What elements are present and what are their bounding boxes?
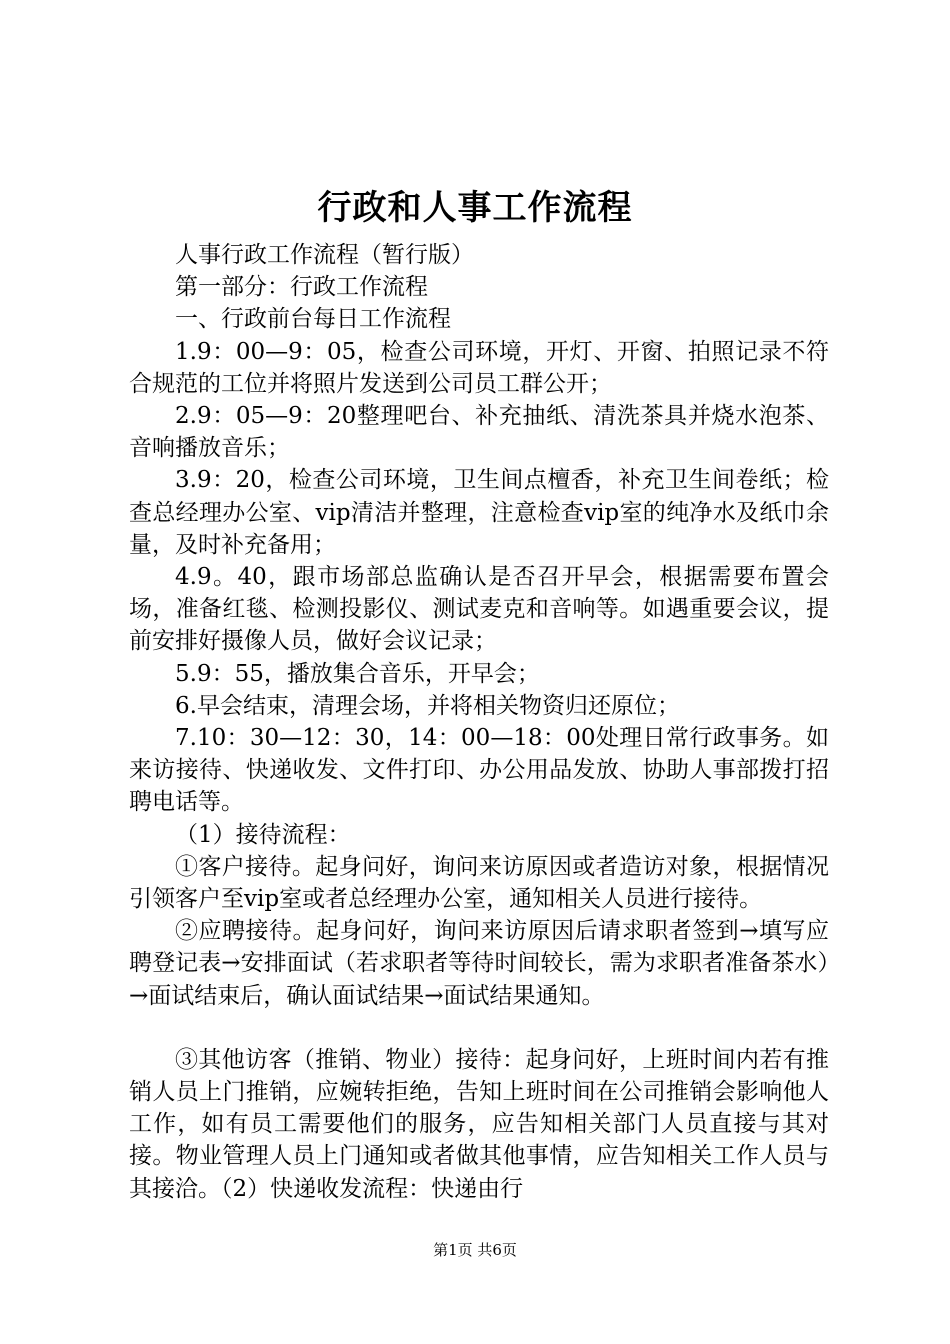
paragraph-other-visitors: ③其他访客（推销、物业）接待：起身问好，上班时间内若有推销人员上门推销，应婉转拒绝，告知上班时间在公司推销会影响他人工作，如有员工需要他们的服务，应告知相关部门人员直接与其对接。物业管理人员上门通知或者做其他事情，应告知相关工作人员与其接洽。（2）快递收发流程：快递由行 (129, 1046, 829, 1202)
paragraph-item-1: 1.9：00—9：05，检查公司环境，开灯、开窗、拍照记录不符合规范的工位并将照片发送到公司员工群公开； (129, 338, 829, 397)
paragraph-item-5: 5.9：55，播放集合音乐，开早会； (175, 660, 540, 687)
document-body (129, 239, 829, 1205)
paragraph-item-2: 2.9：05—9：20整理吧台、补充抽纸、清洗茶具并烧水泡茶、音响播放音乐； (129, 403, 829, 462)
paragraph-item-4: 4.9。40，跟市场部总监确认是否召开早会，根据需要布置会场，准备红毯、检测投影仪、测试麦克和音响等。如遇重要会议，提前安排好摄像人员，做好会议记录； (129, 564, 829, 655)
paragraph-part-one: 第一部分：行政工作流程 (175, 274, 428, 301)
paragraph-item-7: 7.10：30—12：30，14：00—18：00处理日常行政事务。如来访接待、快递收发、文件打印、办公用品发放、协助人事部拨打招聘电话等。 (129, 725, 829, 816)
page-footer: 第1页 共6页 (433, 1241, 517, 1259)
paragraph-client-reception: ①客户接待。起身问好，询问来访原因或者造访对象，根据情况引领客户至vip室或者总经理办公室，通知相关人员进行接待。 (129, 853, 829, 913)
paragraph-item-3: 3.9：20，检查公司环境，卫生间点檀香，补充卫生间卷纸；检查总经理办公室、vip清洁并整理，注意检查vip室的纯净水及纸巾余量，及时补充备用； (129, 467, 829, 558)
paragraph-item-6: 6.早会结束，清理会场，并将相关物资归还原位； (175, 692, 680, 719)
paragraph-section-heading: 一、行政前台每日工作流程 (175, 306, 451, 333)
document-title: 行政和人事工作流程 (317, 188, 633, 228)
paragraph-reception-heading: （1）接待流程： (175, 821, 351, 848)
paragraph-applicant-reception: ②应聘接待。起身问好，询问来访原因后请求职者签到→填写应聘登记表→安排面试（若求职者等待时间较长，需为求职者准备茶水）→面试结束后，确认面试结果→面试结果通知。 (129, 918, 829, 1009)
paragraph-subtitle: 人事行政工作流程（暂行版） (175, 242, 474, 268)
